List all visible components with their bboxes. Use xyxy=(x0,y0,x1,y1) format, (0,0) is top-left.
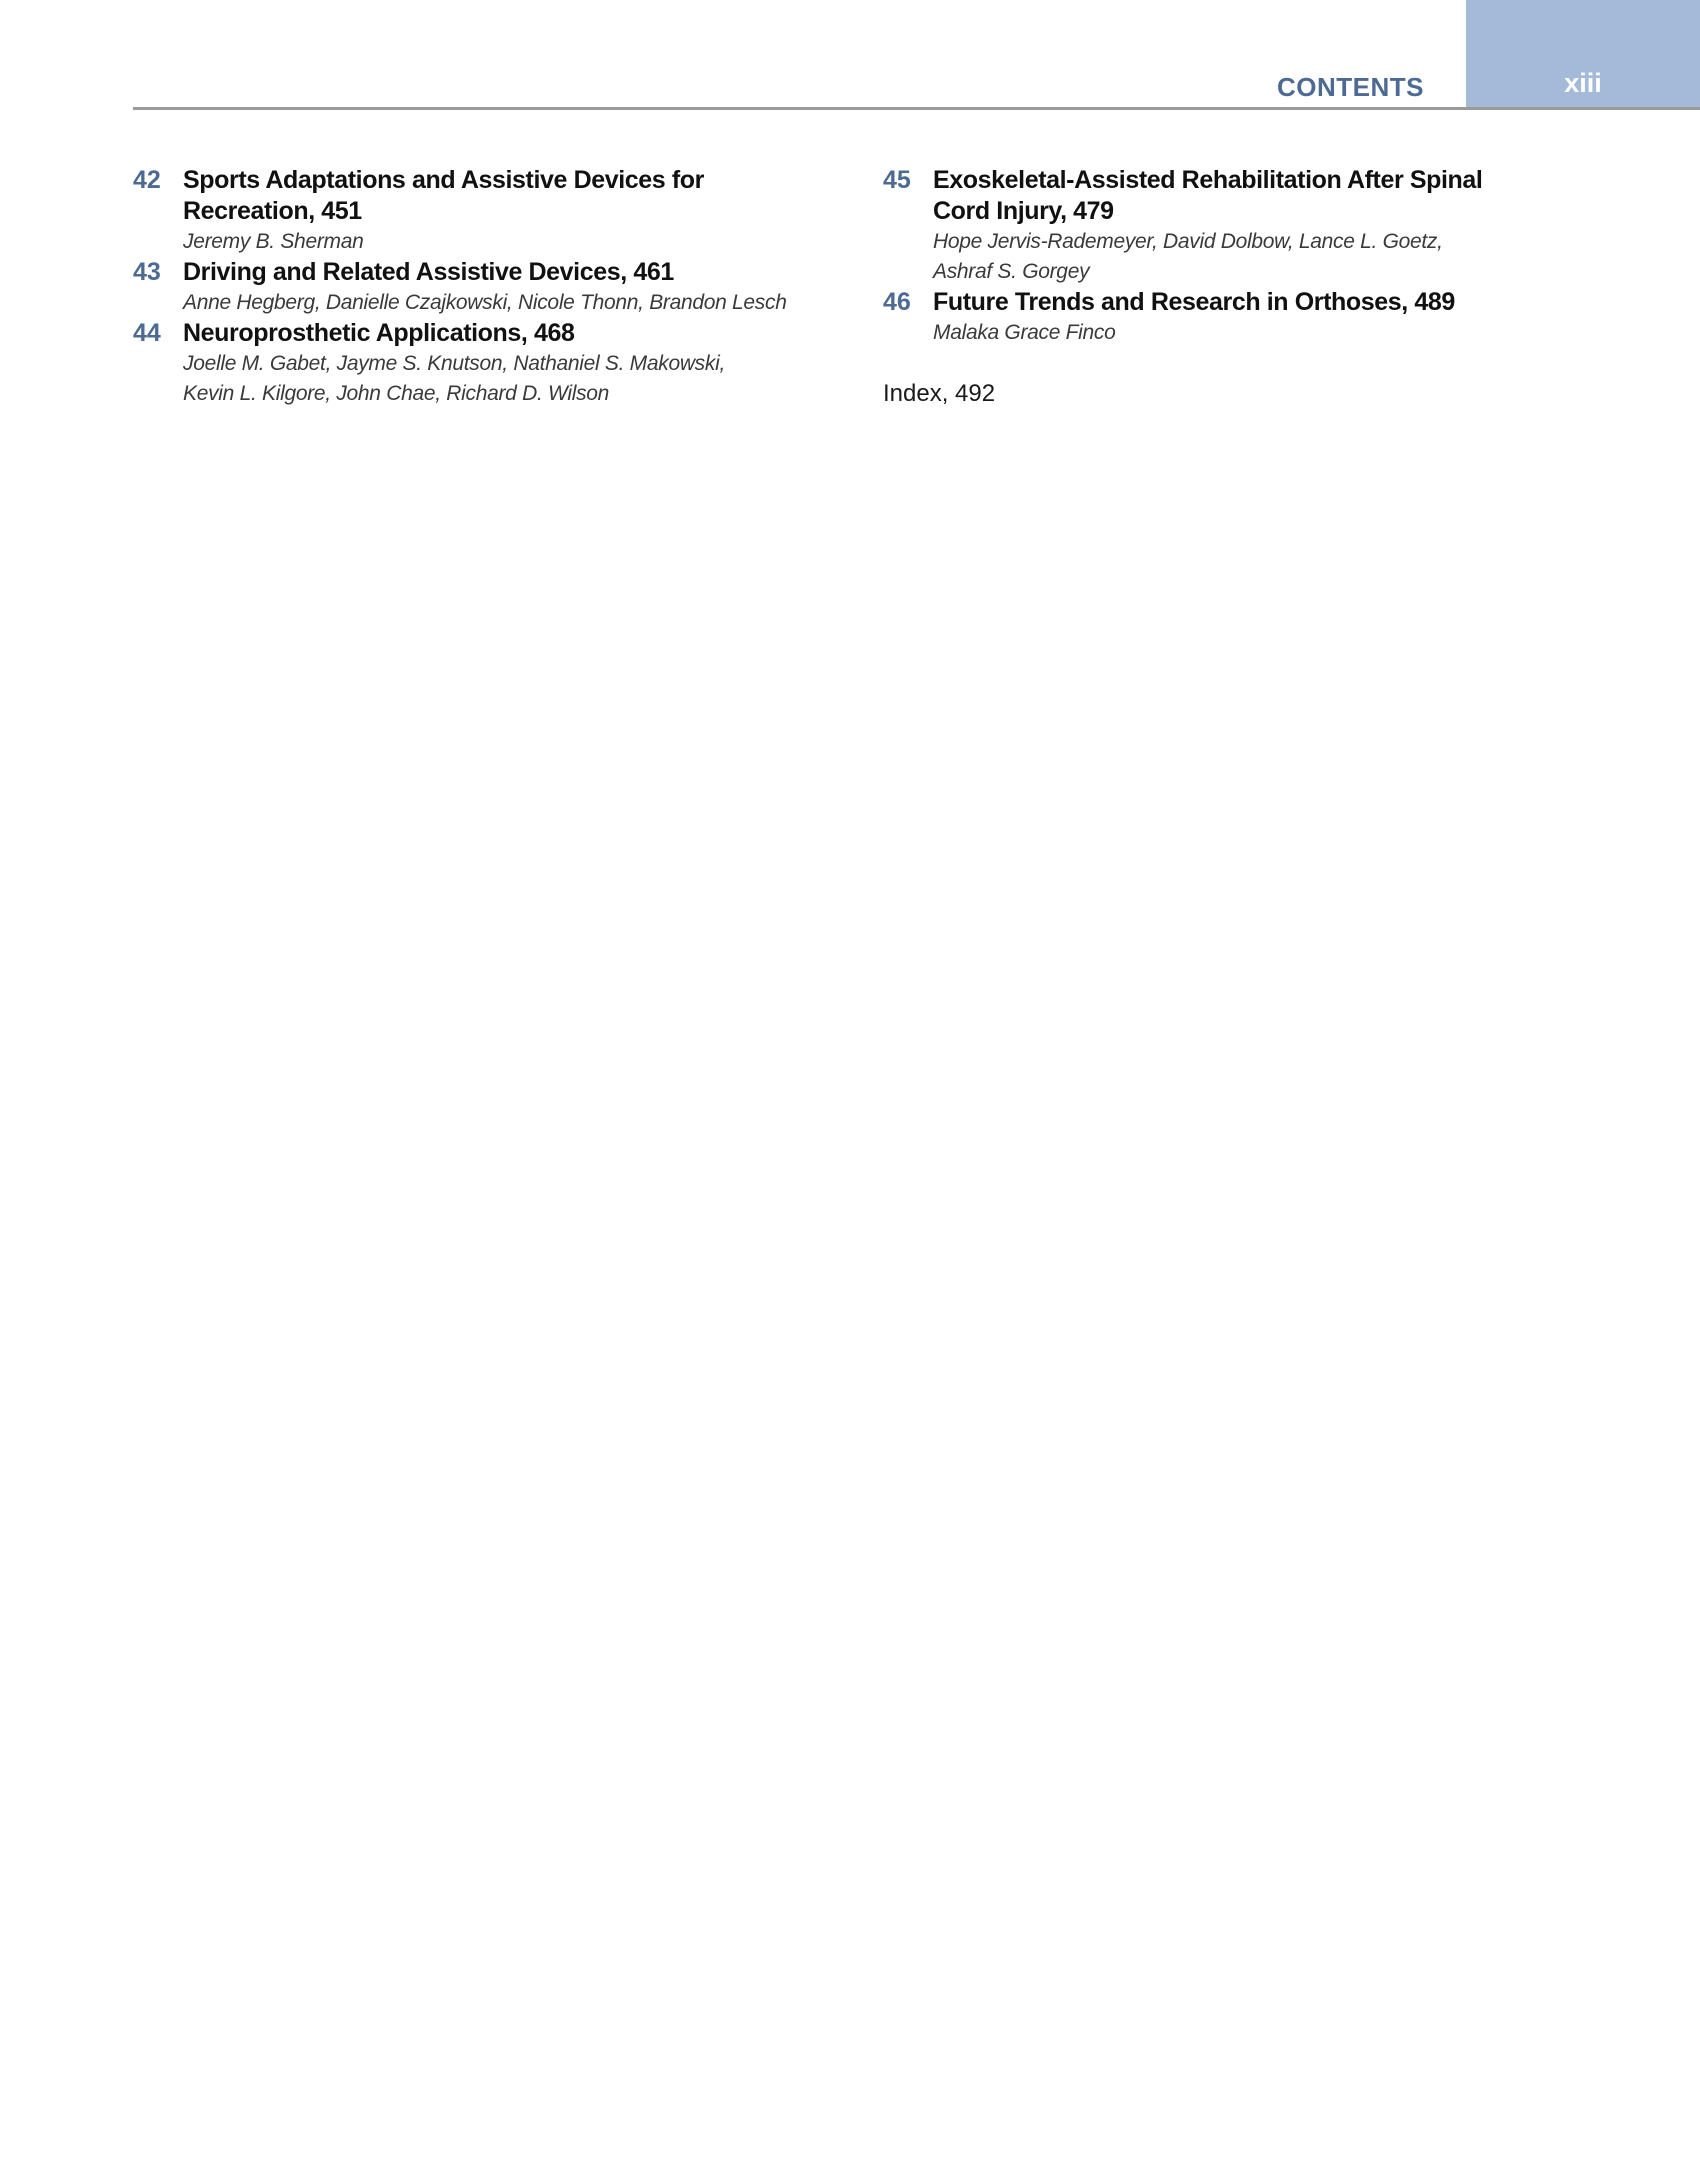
chapter-body xyxy=(933,165,1603,287)
chapter-authors: Anne Hegberg, Danielle Czajkowski, Nicole Thonn, Brandon Lesch xyxy=(183,291,787,314)
index-entry[interactable]: Index, 492 xyxy=(883,380,996,407)
toc-left-column xyxy=(133,165,833,409)
chapter-number: 42 xyxy=(133,166,161,194)
chapter-authors: Kevin L. Kilgore, John Chae, Richard D. Wilson xyxy=(183,382,610,405)
toc-entry-44[interactable] xyxy=(133,318,833,409)
toc-entry-45[interactable] xyxy=(883,165,1603,287)
chapter-number: 43 xyxy=(133,258,161,286)
chapter-authors: Joelle M. Gabet, Jayme S. Knutson, Nathaniel S. Makowski, xyxy=(183,352,725,375)
running-head: CONTENTS xyxy=(1277,72,1424,102)
chapter-body xyxy=(933,287,1603,348)
chapter-authors: Ashraf S. Gorgey xyxy=(933,260,1090,283)
chapter-authors: Jeremy B. Sherman xyxy=(183,230,364,253)
chapter-number: 44 xyxy=(133,319,161,347)
toc-entry-46[interactable] xyxy=(883,287,1603,348)
chapter-number: 46 xyxy=(883,288,911,316)
chapter-number: 45 xyxy=(883,166,911,194)
chapter-title-line[interactable]: Sports Adaptations and Assistive Devices for xyxy=(183,166,704,194)
chapter-title-line[interactable]: Future Trends and Research in Orthoses, 489 xyxy=(933,288,1455,316)
chapter-title-line[interactable]: Recreation, 451 xyxy=(183,197,362,225)
chapter-title-line[interactable]: Neuroprosthetic Applications, 468 xyxy=(183,319,575,347)
chapter-title-line[interactable]: Driving and Related Assistive Devices, 461 xyxy=(183,258,674,286)
toc-right-column xyxy=(883,165,1603,409)
chapter-body xyxy=(183,165,833,257)
chapter-authors: Malaka Grace Finco xyxy=(933,321,1116,344)
toc-entry-43[interactable] xyxy=(133,257,833,318)
chapter-body xyxy=(183,318,833,409)
toc-entry-42[interactable] xyxy=(133,165,833,257)
chapter-authors: Hope Jervis-Rademeyer, David Dolbow, Lance L. Goetz, xyxy=(933,230,1443,253)
page-number: xiii xyxy=(1564,68,1602,98)
chapter-body xyxy=(183,257,833,318)
chapter-title-line[interactable]: Cord Injury, 479 xyxy=(933,197,1114,225)
chapter-title-line[interactable]: Exoskeletal-Assisted Rehabilitation After Spinal xyxy=(933,166,1483,194)
header-rule xyxy=(133,107,1700,110)
